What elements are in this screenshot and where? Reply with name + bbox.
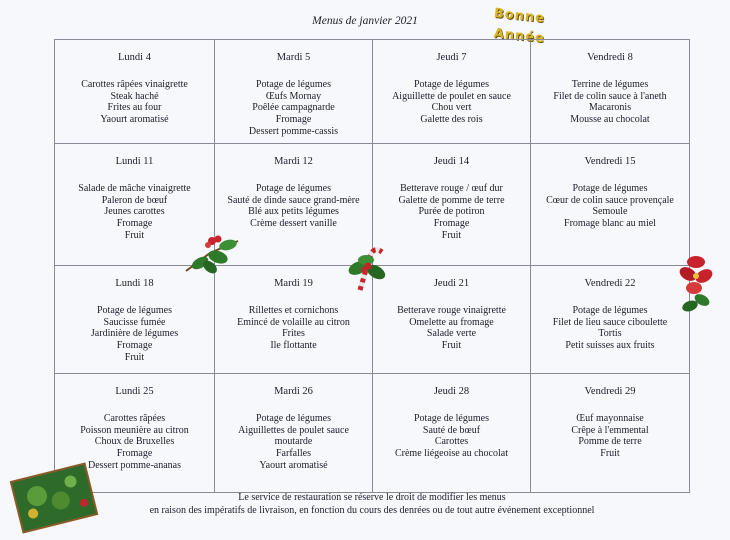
footer-line: Le service de restauration se réserve le droit de modifier les menus — [238, 492, 506, 503]
menu-item: Potage de légumes — [97, 304, 172, 316]
menu-item: Potage de légumes — [572, 304, 648, 316]
day-label: Mardi 5 — [276, 52, 311, 63]
menu-item: Ile flottante — [270, 340, 317, 352]
menu-item: Filet de colin sauce à l'aneth — [553, 90, 667, 102]
menu-item: Dessert pomme-cassis — [248, 125, 339, 137]
menu-item: Crêpe à l'emmental — [571, 424, 649, 436]
day-label: Jeudi 7 — [436, 52, 467, 63]
menu-item: Petit suisses aux fruits — [565, 340, 655, 352]
menu-item: Yaourt aromatisé — [259, 459, 328, 471]
day-label: Lundi 25 — [115, 386, 154, 397]
greeting-card-icon — [8, 462, 100, 534]
menu-item: Rillettes et cornichons — [248, 304, 339, 316]
menu-cell — [531, 144, 689, 266]
menu-item: Poisson meunière au citron — [80, 424, 189, 436]
menu-cell — [373, 374, 531, 492]
menu-item: Crème dessert vanille — [250, 218, 337, 230]
menu-item: Frites — [282, 328, 305, 340]
menu-item: Betterave rouge / œuf dur — [400, 182, 503, 194]
day-label: Mardi 26 — [274, 386, 313, 397]
menu-item: Œuf mayonnaise — [576, 412, 644, 424]
menu-item: Potage de légumes — [256, 182, 331, 194]
menu-item: Dessert pomme-ananas — [87, 459, 182, 471]
footer-note — [54, 492, 690, 517]
day-label: Vendredi 8 — [587, 52, 633, 63]
menu-item: Fromage blanc au miel — [564, 218, 656, 230]
day-label: Lundi 4 — [118, 52, 151, 63]
menu-cell — [215, 40, 373, 144]
menu-item: Frites au four — [107, 102, 162, 114]
menu-item: Fruit — [124, 229, 145, 241]
menu-item: moutarde — [274, 436, 313, 448]
menu-cell — [215, 374, 373, 492]
menu-item: Galette des rois — [420, 114, 483, 126]
menu-item: Emincé de volaille au citron — [237, 316, 350, 328]
menu-item: Potage de légumes — [256, 412, 331, 424]
day-label: Vendredi 29 — [584, 386, 636, 397]
menu-item: Potage de légumes — [256, 78, 331, 90]
menu-item: Filet de lieu sauce ciboulette — [552, 316, 668, 328]
menu-item: Carottes râpées vinaigrette — [81, 78, 188, 90]
day-label: Vendredi 22 — [584, 278, 636, 289]
day-label: Lundi 18 — [115, 278, 154, 289]
menu-item: Blé aux petits légumes — [248, 206, 339, 218]
menu-item: Aiguillette de poulet en sauce — [392, 90, 511, 102]
page-title: Menus de janvier 2021 — [312, 15, 418, 27]
greeting-line: Année — [493, 26, 546, 47]
menu-item: Cœur de colin sauce provençale — [546, 194, 674, 206]
menu-item: Fruit — [441, 229, 462, 241]
menu-item: Salade de mâche vinaigrette — [78, 182, 191, 194]
menu-item: Omelette au fromage — [409, 316, 494, 328]
menu-item: Farfalles — [276, 448, 311, 460]
menu-cell — [55, 40, 215, 144]
menu-item: Fruit — [441, 340, 462, 352]
menu-item: Fromage — [116, 340, 153, 352]
menu-cell — [531, 374, 689, 492]
menu-item: Purée de potiron — [418, 206, 485, 218]
day-label: Mardi 12 — [274, 156, 313, 167]
menu-item: Carottes râpées — [103, 412, 166, 424]
menu-item: Saucisse fumée — [103, 316, 166, 328]
menu-item: Aiguillettes de poulet sauce — [238, 424, 349, 436]
menu-item: Choux de Bruxelles — [94, 436, 175, 448]
menu-item: Œufs Mornay — [265, 90, 322, 102]
menu-item: Galette de pomme de terre — [398, 194, 505, 206]
day-label: Jeudi 14 — [433, 156, 470, 167]
menu-item: Tortis — [598, 328, 622, 340]
menu-item: Potage de légumes — [414, 412, 489, 424]
menu-item: Terrine de légumes — [571, 78, 649, 90]
poinsettia-icon — [676, 250, 716, 316]
menu-cell — [55, 266, 215, 374]
greeting-line: Bonne — [493, 5, 546, 27]
menu-item: Crème liégeoise au chocolat — [394, 448, 508, 460]
menu-item: Fromage — [116, 448, 153, 460]
menu-item: Macaronis — [588, 102, 632, 114]
menu-item: Sauté de dinde sauce grand-mère — [227, 194, 360, 206]
menu-item: Fromage — [116, 218, 153, 230]
day-label: Jeudi 21 — [433, 278, 470, 289]
menu-item: Fruit — [600, 448, 620, 460]
menu-item: Fruit — [124, 351, 145, 363]
menu-item: Salade verte — [426, 328, 477, 340]
day-label: Lundi 11 — [115, 156, 154, 167]
menu-cell — [373, 266, 531, 374]
menu-item: Carottes — [434, 436, 469, 448]
menu-item: Jeunes carottes — [104, 206, 165, 218]
holly-candy-cane-icon — [346, 242, 390, 296]
menu-cell — [373, 40, 531, 144]
menu-item: Semoule — [592, 206, 628, 218]
menu-item: Poêlée campagnarde — [252, 102, 335, 114]
menu-item: Potage de légumes — [572, 182, 648, 194]
footer-line: en raison des impératifs de livraison, en fonction du cours des denrées ou de tout autre événement exceptionnel — [149, 504, 595, 516]
menu-cell — [531, 40, 689, 144]
menu-item: Mousse au chocolat — [570, 114, 650, 126]
menu-cell — [531, 266, 689, 374]
menu-item: Jardinière de légumes — [90, 328, 179, 340]
day-label: Vendredi 15 — [584, 156, 636, 167]
menu-item: Fromage — [433, 218, 470, 230]
menu-item: Yaourt aromatisé — [100, 114, 169, 126]
menu-item: Fromage — [275, 114, 312, 126]
holly-sprig-icon — [182, 233, 244, 277]
menu-item: Chou vert — [431, 102, 472, 114]
menu-item: Potage de légumes — [414, 78, 489, 90]
menu-cell — [373, 144, 531, 266]
menu-item: Sauté de bœuf — [422, 424, 481, 436]
day-label: Jeudi 28 — [433, 386, 470, 397]
menu-item: Steak haché — [110, 90, 159, 102]
menu-item: Pomme de terre — [578, 436, 642, 448]
day-label: Mardi 19 — [274, 278, 313, 289]
menu-item: Paleron de bœuf — [101, 194, 168, 206]
menu-item: Betterave rouge vinaigrette — [397, 304, 506, 316]
